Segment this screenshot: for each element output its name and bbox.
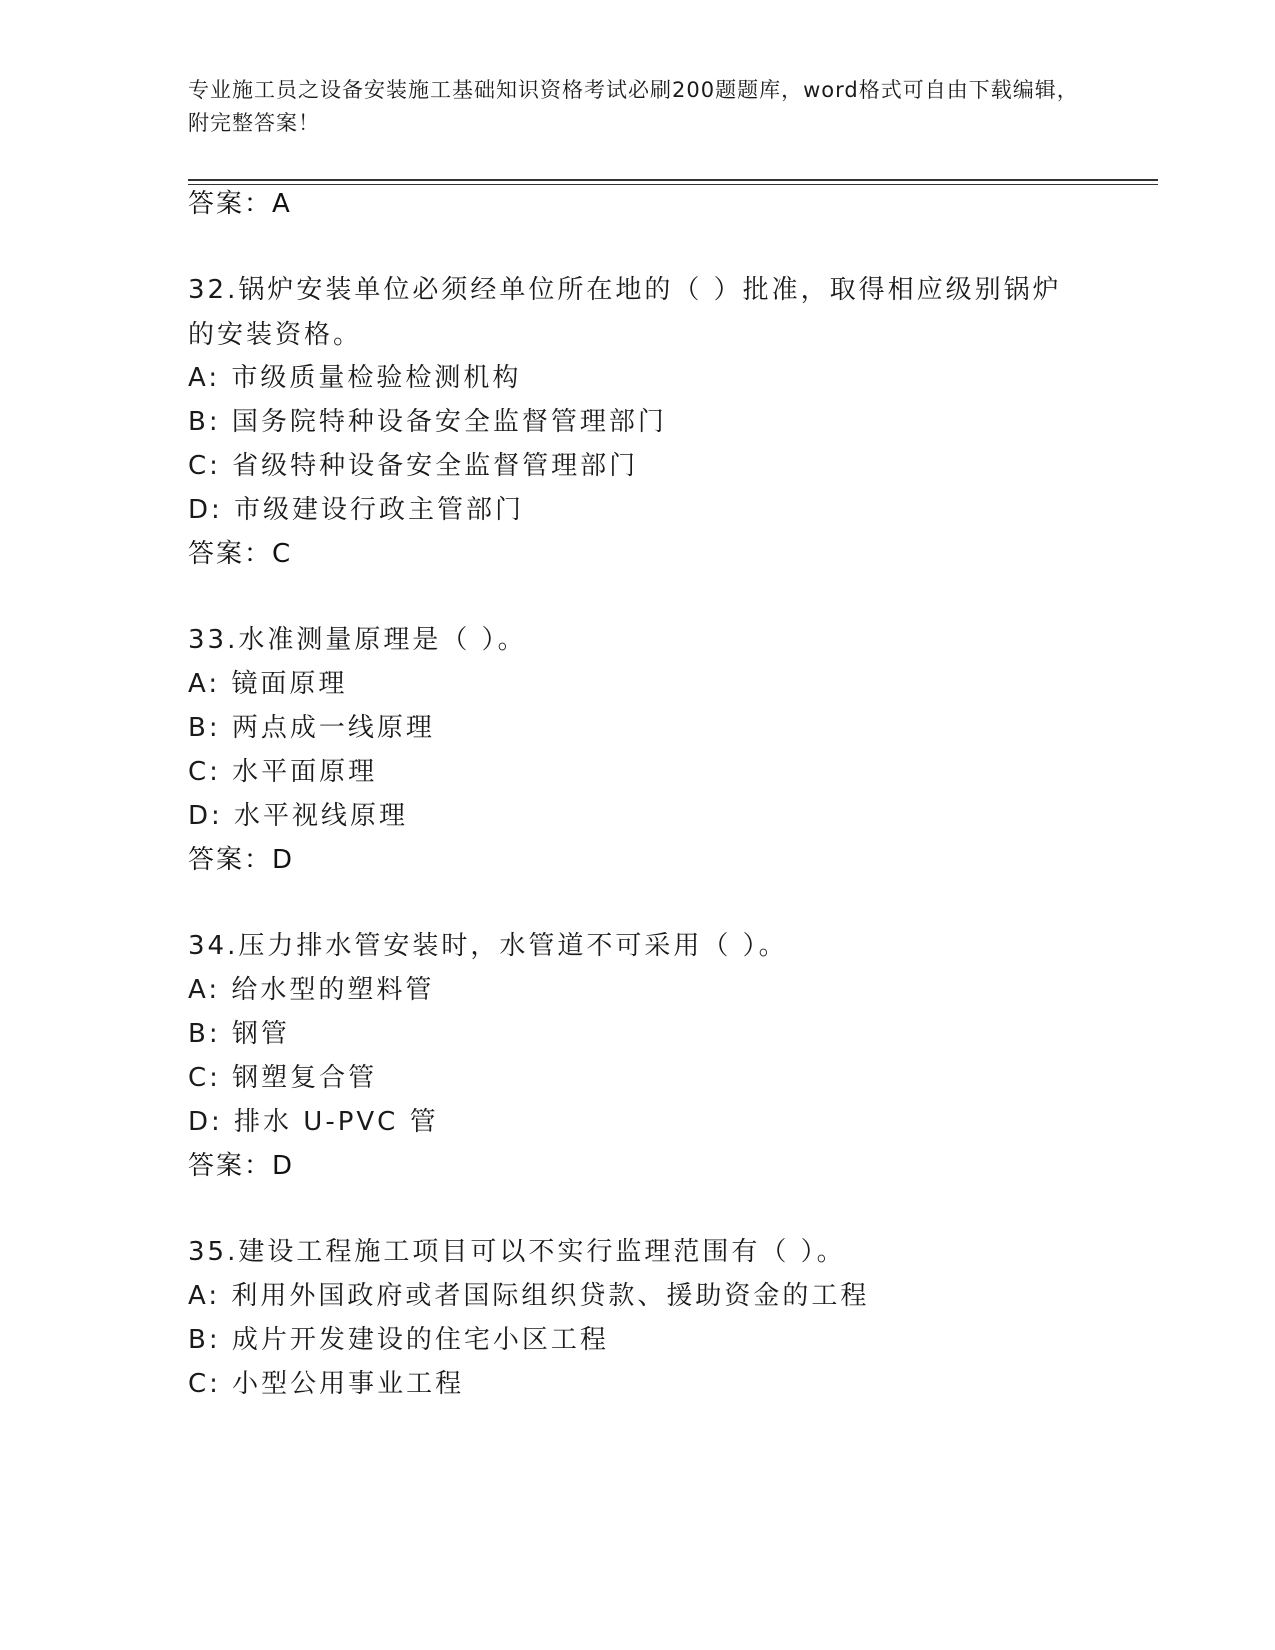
question-34-answer: 答案：D bbox=[188, 1151, 295, 1181]
question-34-option-d: D: 排水 U-PVC 管 bbox=[188, 1107, 439, 1137]
question-33-answer: 答案：D bbox=[188, 845, 295, 875]
question-34-stem: 34.压力排水管安装时，水管道不可采用（ ）。 bbox=[188, 931, 788, 961]
document-header: 专业施工员之设备安装施工基础知识资格考试必刷200题题库，word格式可自由下载编辑，附完整答案！ bbox=[188, 78, 1079, 135]
question-35-option-c: C: 小型公用事业工程 bbox=[188, 1369, 465, 1399]
question-35-option-a: A: 利用外国政府或者国际组织贷款、援助资金的工程 bbox=[188, 1281, 870, 1311]
question-33-option-b: B: 两点成一线原理 bbox=[188, 713, 435, 743]
question-35-option-b: B: 成片开发建设的住宅小区工程 bbox=[188, 1325, 609, 1355]
question-35-stem: 35.建设工程施工项目可以不实行监理范围有（ ）。 bbox=[188, 1237, 846, 1267]
question-32-option-d: D: 市级建设行政主管部门 bbox=[188, 495, 525, 525]
question-32-option-a: A: 市级质量检验检测机构 bbox=[188, 363, 522, 393]
question-34-option-b: B: 钢管 bbox=[188, 1019, 290, 1049]
question-33-option-c: C: 水平面原理 bbox=[188, 757, 378, 787]
question-34-option-c: C: 钢塑复合管 bbox=[188, 1063, 378, 1093]
question-33-option-d: D: 水平视线原理 bbox=[188, 801, 409, 831]
question-32-option-c: C: 省级特种设备安全监督管理部门 bbox=[188, 451, 639, 481]
question-33-option-a: A: 镜面原理 bbox=[188, 669, 348, 699]
question-33-stem: 33.水准测量原理是（ ）。 bbox=[188, 625, 527, 655]
question-32-answer: 答案：C bbox=[188, 539, 293, 569]
question-34-option-a: A: 给水型的塑料管 bbox=[188, 975, 435, 1005]
question-32-option-b: B: 国务院特种设备安全监督管理部门 bbox=[188, 407, 667, 437]
header-divider-thin bbox=[188, 184, 1158, 185]
header-divider bbox=[188, 179, 1158, 181]
answer-31: 答案：A bbox=[188, 189, 292, 219]
question-32-stem: 32.锅炉安装单位必须经单位所在地的（ ）批准，取得相应级别锅炉的安装资格。 bbox=[188, 275, 1062, 350]
